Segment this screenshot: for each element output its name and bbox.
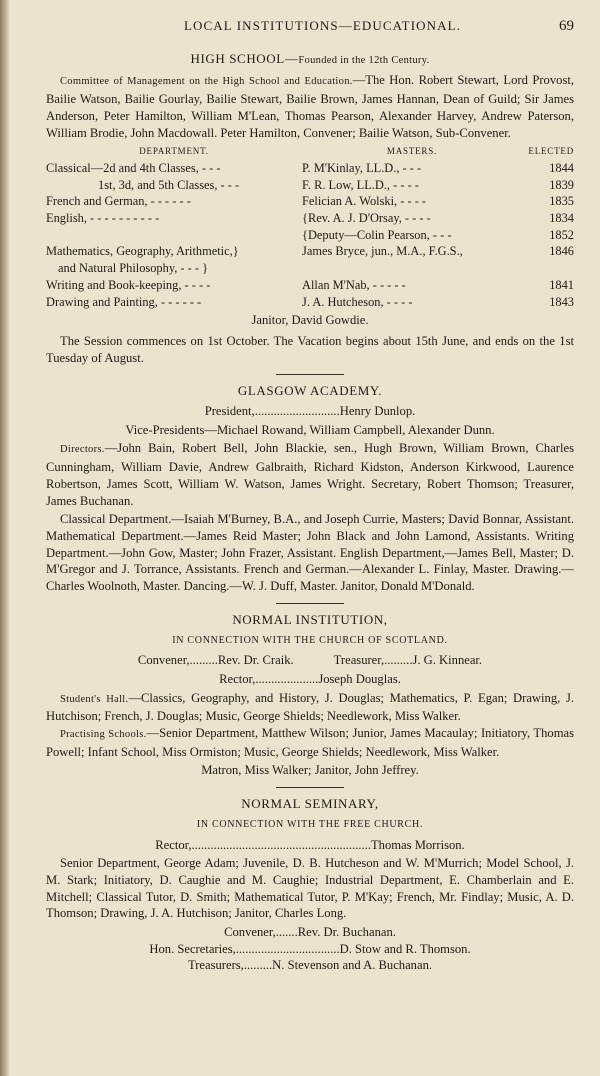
- row-year: 1852: [549, 227, 574, 242]
- row-year: 1844: [549, 160, 574, 175]
- secretaries-label: Hon. Secretaries,: [149, 941, 236, 956]
- convener-label: Convener,: [137, 653, 190, 668]
- row-dept: Writing and Book-keeping, - - - -: [46, 277, 211, 292]
- president-name: Henry Dunlop.: [339, 404, 416, 419]
- staff-table-header: [46, 143, 574, 160]
- rector-row: [46, 671, 574, 688]
- page-number: 69: [559, 18, 574, 34]
- seminary-rector-row: [46, 837, 574, 854]
- row-master: [302, 260, 522, 277]
- table-row: [46, 243, 574, 260]
- page-binding-edge: [0, 0, 10, 1076]
- session-paragraph: The Session commences on 1st October. The Vacation begins about 15th June, and ends on the 1st Tuesday of August.: [46, 333, 574, 365]
- high-school-founded: Founded in the 12th Century.: [298, 54, 430, 66]
- normal-seminary-heading: NORMAL SEMINARY,: [241, 796, 379, 812]
- row-dept: French and German, - - - - - -: [46, 194, 191, 209]
- committee-label: Committee of Management on the High School and Education.: [60, 76, 353, 88]
- row-year: 1834: [549, 211, 574, 226]
- section-divider: [276, 787, 344, 788]
- seminary-convener-label: Convener,: [224, 925, 276, 940]
- seminary-secretaries-row: [46, 941, 574, 958]
- practising-label: Practising Schools.: [60, 729, 147, 741]
- convener-dots: .........: [189, 653, 218, 668]
- row-master: F. R. Low, LL.D., - - - -: [302, 177, 419, 192]
- convener-name: Rev. Dr. Craik.: [217, 653, 294, 668]
- row-year: 1841: [549, 277, 574, 292]
- row-dept: Classical—2d and 4th Classes, - - -: [46, 160, 221, 175]
- rector-dots: ....................: [255, 671, 319, 686]
- row-master: P. M'Kinlay, LL.D., - - -: [302, 160, 422, 175]
- row-master: James Bryce, jun., M.A., F.G.S.,: [302, 244, 463, 259]
- row-master: {Rev. A. J. D'Orsay, - - - -: [302, 211, 431, 226]
- high-school-staff-table: [46, 143, 574, 310]
- rector-label: Rector,: [219, 671, 256, 686]
- seminary-convener-dots: .......: [275, 925, 298, 940]
- secretaries-names: D. Stow and R. Thomson.: [339, 941, 471, 956]
- row-dept: English, - - - - - - - - - -: [46, 211, 160, 226]
- departments-paragraph: Classical Department.—Isaiah M'Burney, B.A., and Joseph Currie, Masters; David Bonnar, Assistant. Mathematical Department.—James Reid Master; John Black and John Lamond, Assistants. Writing Department.—John Gow, Master; John Frazer, Assistant. English Department,—James Bell, Master; D. M'Gregor and J. Torrance, Assistants. French and German.—Alexander L. Finlay, Master. Drawing.—Charles Woolnoth, Master. Dancing.—W. J. Duff, Master. Janitor, Donald M'Donald.: [46, 512, 574, 594]
- row-dept: [46, 227, 302, 244]
- practising-schools-paragraph: [46, 725, 574, 760]
- treasurers-names: N. Stevenson and A. Buchanan.: [272, 958, 433, 973]
- secretaries-dots: .................................: [235, 941, 340, 956]
- president-dots: ...........................: [254, 404, 340, 419]
- header-masters: MASTERS.: [386, 146, 438, 157]
- table-row: [46, 193, 574, 210]
- row-year: [522, 260, 574, 277]
- matron-line: Matron, Miss Walker; Janitor, John Jeffrey.: [201, 763, 419, 778]
- table-row: [46, 227, 574, 244]
- treasurer-name: J. G. Kinnear.: [412, 653, 483, 668]
- seminary-convener-name: Rev. Dr. Buchanan.: [297, 925, 396, 940]
- page: [46, 18, 574, 974]
- treasurer-label: Treasurer,: [333, 653, 385, 668]
- students-hall-paragraph: [46, 690, 574, 725]
- treasurer-dots: .........: [384, 653, 413, 668]
- table-row: [46, 160, 574, 177]
- high-school-janitor: Janitor, David Gowdie.: [251, 313, 369, 328]
- academy-heading: GLASGOW ACADEMY.: [237, 383, 383, 399]
- practising-text: —Senior Department, Matthew Wilson; Junior, James Macaulay; Initiatory, Thomas Powell; Infant School, Miss Ormiston; Music, George Shields; Needlework, Miss Walker.: [46, 726, 575, 759]
- row-dept: Mathematics, Geography, Arithmetic,}: [46, 244, 239, 259]
- header-department: DEPARTMENT.: [139, 146, 209, 157]
- seminary-staff-paragraph: Senior Department, George Adam; Juvenile, D. B. Hutcheson and W. M'Murrich; Model School, J. M. Stark; Initiatory, D. Caughie and M. Caughie; Industrial Department, E. Chamberlain and E. Mitchell; Classical Tutor, D. Smith; Mathematical Tutor, P. M'Kay; French, Mr. Findlay; Music, A. D. Thomson; Drawing, J. A. Hutchison; Janitor, Charles Long.: [46, 856, 574, 921]
- row-dept: Drawing and Painting, - - - - - -: [46, 294, 202, 309]
- directors-label: Directors.: [60, 444, 105, 456]
- table-row: [46, 277, 574, 294]
- directors-paragraph: [46, 440, 574, 509]
- seminary-rector-dots: .........................................................: [191, 837, 371, 852]
- vice-presidents: Vice-Presidents—Michael Rowand, William Campbell, Alexander Dunn.: [125, 422, 495, 437]
- row-master: Allan M'Nab, - - - - -: [302, 277, 406, 292]
- table-row: [46, 260, 574, 277]
- row-master: J. A. Hutcheson, - - - -: [302, 294, 413, 309]
- seminary-rector-label: Rector,: [155, 837, 192, 852]
- header-elected: ELECTED: [528, 146, 574, 157]
- students-hall-label: Student's Hall.: [60, 693, 129, 705]
- running-head: [46, 18, 574, 35]
- convener-treasurer-row: [46, 652, 574, 669]
- rector-name: Joseph Douglas.: [318, 671, 401, 686]
- high-school-title: HIGH SCHOOL—: [190, 50, 299, 66]
- section-divider: [276, 374, 344, 375]
- high-school-heading: [46, 51, 574, 70]
- normal-seminary-subtitle: IN CONNECTION WITH THE FREE CHURCH.: [196, 818, 424, 830]
- section-divider: [276, 603, 344, 604]
- seminary-treasurers-row: [46, 957, 574, 974]
- seminary-convener-row: [46, 924, 574, 941]
- row-year: 1839: [549, 177, 574, 192]
- normal-institution-subtitle: IN CONNECTION WITH THE CHURCH OF SCOTLAND.: [172, 634, 448, 646]
- committee-paragraph: [46, 72, 574, 141]
- row-dept: and Natural Philosophy, - - - }: [58, 261, 209, 276]
- president-label: President,: [204, 404, 255, 419]
- students-hall-text: —Classics, Geography, and History, J. Douglas; Mathematics, P. Egan; Drawing, J. Hutchison; French, J. Douglas; Music, George Shields; Needlework, Miss Walker.: [46, 690, 575, 724]
- row-dept: 1st, 3d, and 5th Classes, - - -: [98, 177, 240, 192]
- row-master: {Deputy—Colin Pearson, - - -: [302, 227, 452, 242]
- committee-text: —The Hon. Robert Stewart, Lord Provost, Bailie Watson, Bailie Gourlay, Bailie Stewart, Bailie Brown, James Hannan, Dean of Guild; Sir James Anderson, Peter Hamilton, William M'Lean, Thomas Pearson, Alexander Harvey, Andrew Paterson, William Brodie, John Macdowall. Peter Hamilton, Convener; Bailie Watson, Sub-Convener.: [46, 73, 574, 140]
- directors-text: —John Bain, Robert Bell, John Blackie, sen., Hugh Brown, William Brown, Charles Cunningham, William Davie, Andrew Galbraith, Richard Kidston, Anderson Kirkwood, Laurence Robertson, James Scott, William W. Watson, James Wright. Secretary, Robert Thomson; Treasurer, James Buchanan.: [46, 441, 574, 508]
- seminary-rector-name: Thomas Morrison.: [370, 837, 465, 852]
- row-year: 1846: [549, 244, 574, 259]
- normal-institution-heading: NORMAL INSTITUTION,: [232, 611, 388, 627]
- table-row: [46, 177, 574, 194]
- row-year: 1835: [549, 194, 574, 209]
- treasurers-label: Treasurers,: [187, 958, 244, 973]
- row-year: 1843: [549, 294, 574, 309]
- table-row: [46, 210, 574, 227]
- academy-president-row: [46, 403, 574, 420]
- table-row: [46, 294, 574, 311]
- row-master: Felician A. Wolski, - - - -: [302, 194, 427, 209]
- treasurers-dots: .........: [243, 958, 273, 973]
- running-head-title: LOCAL INSTITUTIONS—EDUCATIONAL.: [184, 18, 461, 33]
